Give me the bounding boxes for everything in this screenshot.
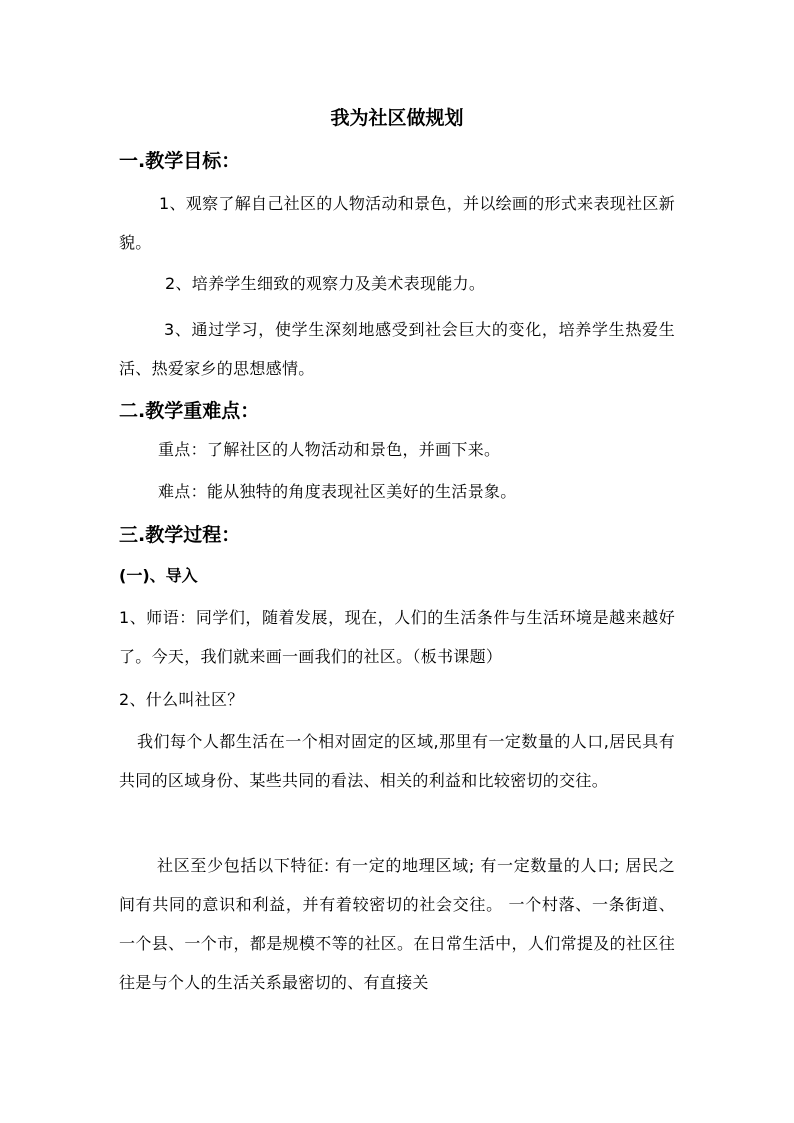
objective-item-2: 2、培养学生细致的观察力及美术表现能力。 xyxy=(165,274,486,293)
process-subheading-intro: (一)、导入 xyxy=(119,566,198,585)
objective-item-3: 3、通过学习，使学生深刻地感受到社会巨大的变化，培养学生热爱生活、热爱家乡的思想感情。 xyxy=(119,320,675,378)
section-heading-process: 三.教学过程： xyxy=(119,524,241,546)
section-heading-key-points: 二.教学重难点： xyxy=(119,400,260,422)
objective-item-1: 1、观察了解自己社区的人物活动和景色，并以绘画的形式来表现社区新貌。 xyxy=(119,194,675,252)
process-paragraph-community-definition: 我们每个人都生活在一个相对固定的区域,那里有一定数量的人口,居民具有共同的区域身份、某些共同的看法、相关的利益和比较密切的交往。 xyxy=(119,732,675,790)
key-point-item: 重点：了解社区的人物活动和景色，并画下来。 xyxy=(158,440,501,459)
document-title: 我为社区做规划 xyxy=(330,107,464,129)
process-item-2: 2、什么叫社区？ xyxy=(119,690,244,709)
process-item-1: 1、师语：同学们，随着发展，现在，人们的生活条件与生活环境是越来越好了。今天，我们就来画一画我们的社区。（板书课题） xyxy=(119,608,675,666)
process-paragraph-community-features: 社区至少包括以下特征: 有一定的地理区域; 有一定数量的人口; 居民之间有共同的意识和利益，并有着较密切的社会交往。 一个村落、一条街道、一个县、一个市，都是规模不等的社区。在日常生活中，人们常提及的社区往往是与个人的生活关系最密切的、有直接关 xyxy=(119,856,675,992)
difficult-point-item: 难点：能从独特的角度表现社区美好的生活景象。 xyxy=(158,482,517,501)
section-heading-objectives: 一.教学目标： xyxy=(119,150,241,172)
